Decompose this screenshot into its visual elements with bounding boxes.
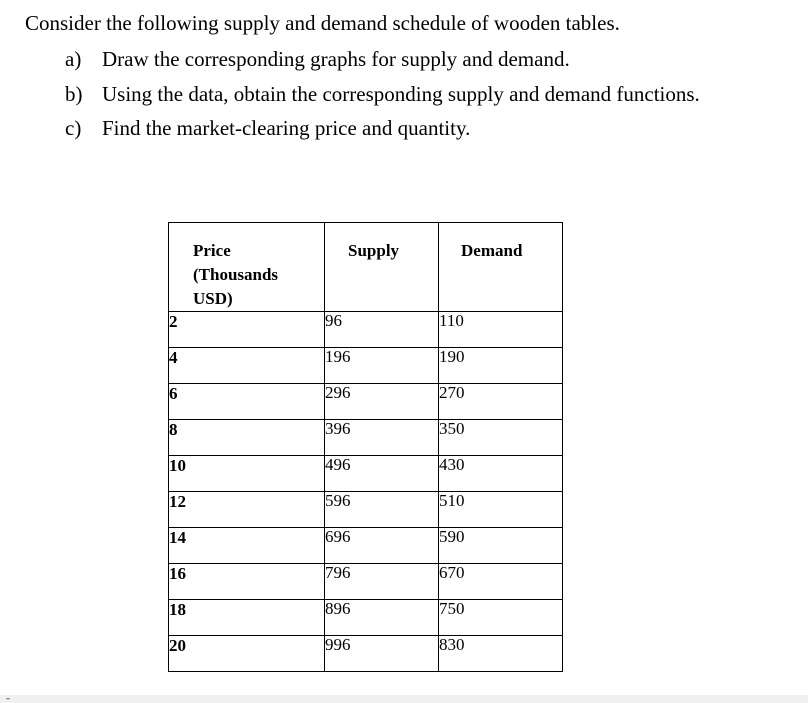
price-cell: [169, 348, 325, 384]
question-marker: a): [65, 47, 82, 71]
price-header-line: (Thousands: [193, 265, 279, 284]
demand-cell: 270: [439, 384, 563, 420]
supply-cell: 96: [325, 312, 439, 348]
price-value: 8: [169, 420, 178, 439]
question-marker: c): [65, 116, 82, 140]
supply-cell: 196: [325, 348, 439, 384]
supply-header-text: Supply: [348, 241, 400, 260]
table-row: [169, 528, 563, 564]
price-value: 10: [169, 456, 186, 475]
demand-cell: 510: [439, 492, 563, 528]
price-cell: [169, 312, 325, 348]
price-value: 12: [169, 492, 186, 511]
question-list: [65, 42, 700, 146]
supply-cell: 796: [325, 564, 439, 600]
price-value: 18: [169, 600, 186, 619]
demand-cell: 830: [439, 636, 563, 672]
supply-cell: 896: [325, 600, 439, 636]
price-cell: [169, 492, 325, 528]
price-value: 16: [169, 564, 186, 583]
supply-cell: 996: [325, 636, 439, 672]
price-cell: [169, 600, 325, 636]
question-marker: b): [65, 81, 83, 106]
question-item: [65, 111, 700, 146]
supply-cell: 296: [325, 384, 439, 420]
demand-header-text: Demand: [461, 241, 523, 260]
supply-cell: 496: [325, 456, 439, 492]
price-value: 20: [169, 636, 186, 655]
price-cell: [169, 636, 325, 672]
question-text: Using the data, obtain the corresponding supply and demand functions.: [102, 81, 700, 106]
price-value: 2: [169, 312, 178, 331]
price-value: 6: [169, 384, 178, 403]
corner-mark: [6, 698, 10, 703]
table-row: [169, 384, 563, 420]
supply-column-header: [325, 223, 439, 312]
question-item: [65, 42, 700, 77]
bottom-scroll-strip: [0, 695, 808, 703]
supply-cell: 696: [325, 528, 439, 564]
question-item: [65, 77, 700, 112]
price-cell: [169, 384, 325, 420]
demand-cell: 670: [439, 564, 563, 600]
table-row: [169, 348, 563, 384]
table-row: [169, 420, 563, 456]
table-row: [169, 456, 563, 492]
demand-column-header: [439, 223, 563, 312]
table-row: [169, 564, 563, 600]
demand-cell: 430: [439, 456, 563, 492]
demand-cell: 590: [439, 528, 563, 564]
supply-cell: 396: [325, 420, 439, 456]
demand-cell: 350: [439, 420, 563, 456]
demand-cell: 750: [439, 600, 563, 636]
supply-cell: 596: [325, 492, 439, 528]
price-value: 4: [169, 348, 178, 367]
price-header-line: USD): [193, 289, 233, 308]
price-cell: [169, 564, 325, 600]
question-text: Find the market-clearing price and quantity.: [102, 116, 471, 140]
demand-cell: 190: [439, 348, 563, 384]
price-value: 14: [169, 528, 186, 547]
supply-demand-table: [168, 222, 563, 672]
price-header-line: Price: [193, 241, 231, 260]
price-cell: [169, 456, 325, 492]
table-row: [169, 312, 563, 348]
table-body: [169, 312, 563, 672]
problem-intro: Consider the following supply and demand schedule of wooden tables.: [25, 11, 620, 35]
table-header-row: [169, 223, 563, 312]
demand-cell: 110: [439, 312, 563, 348]
table-row: [169, 492, 563, 528]
price-column-header: [169, 223, 325, 312]
table-row: [169, 636, 563, 672]
question-text: Draw the corresponding graphs for supply and demand.: [102, 47, 570, 71]
price-cell: [169, 420, 325, 456]
table-row: [169, 600, 563, 636]
price-cell: [169, 528, 325, 564]
